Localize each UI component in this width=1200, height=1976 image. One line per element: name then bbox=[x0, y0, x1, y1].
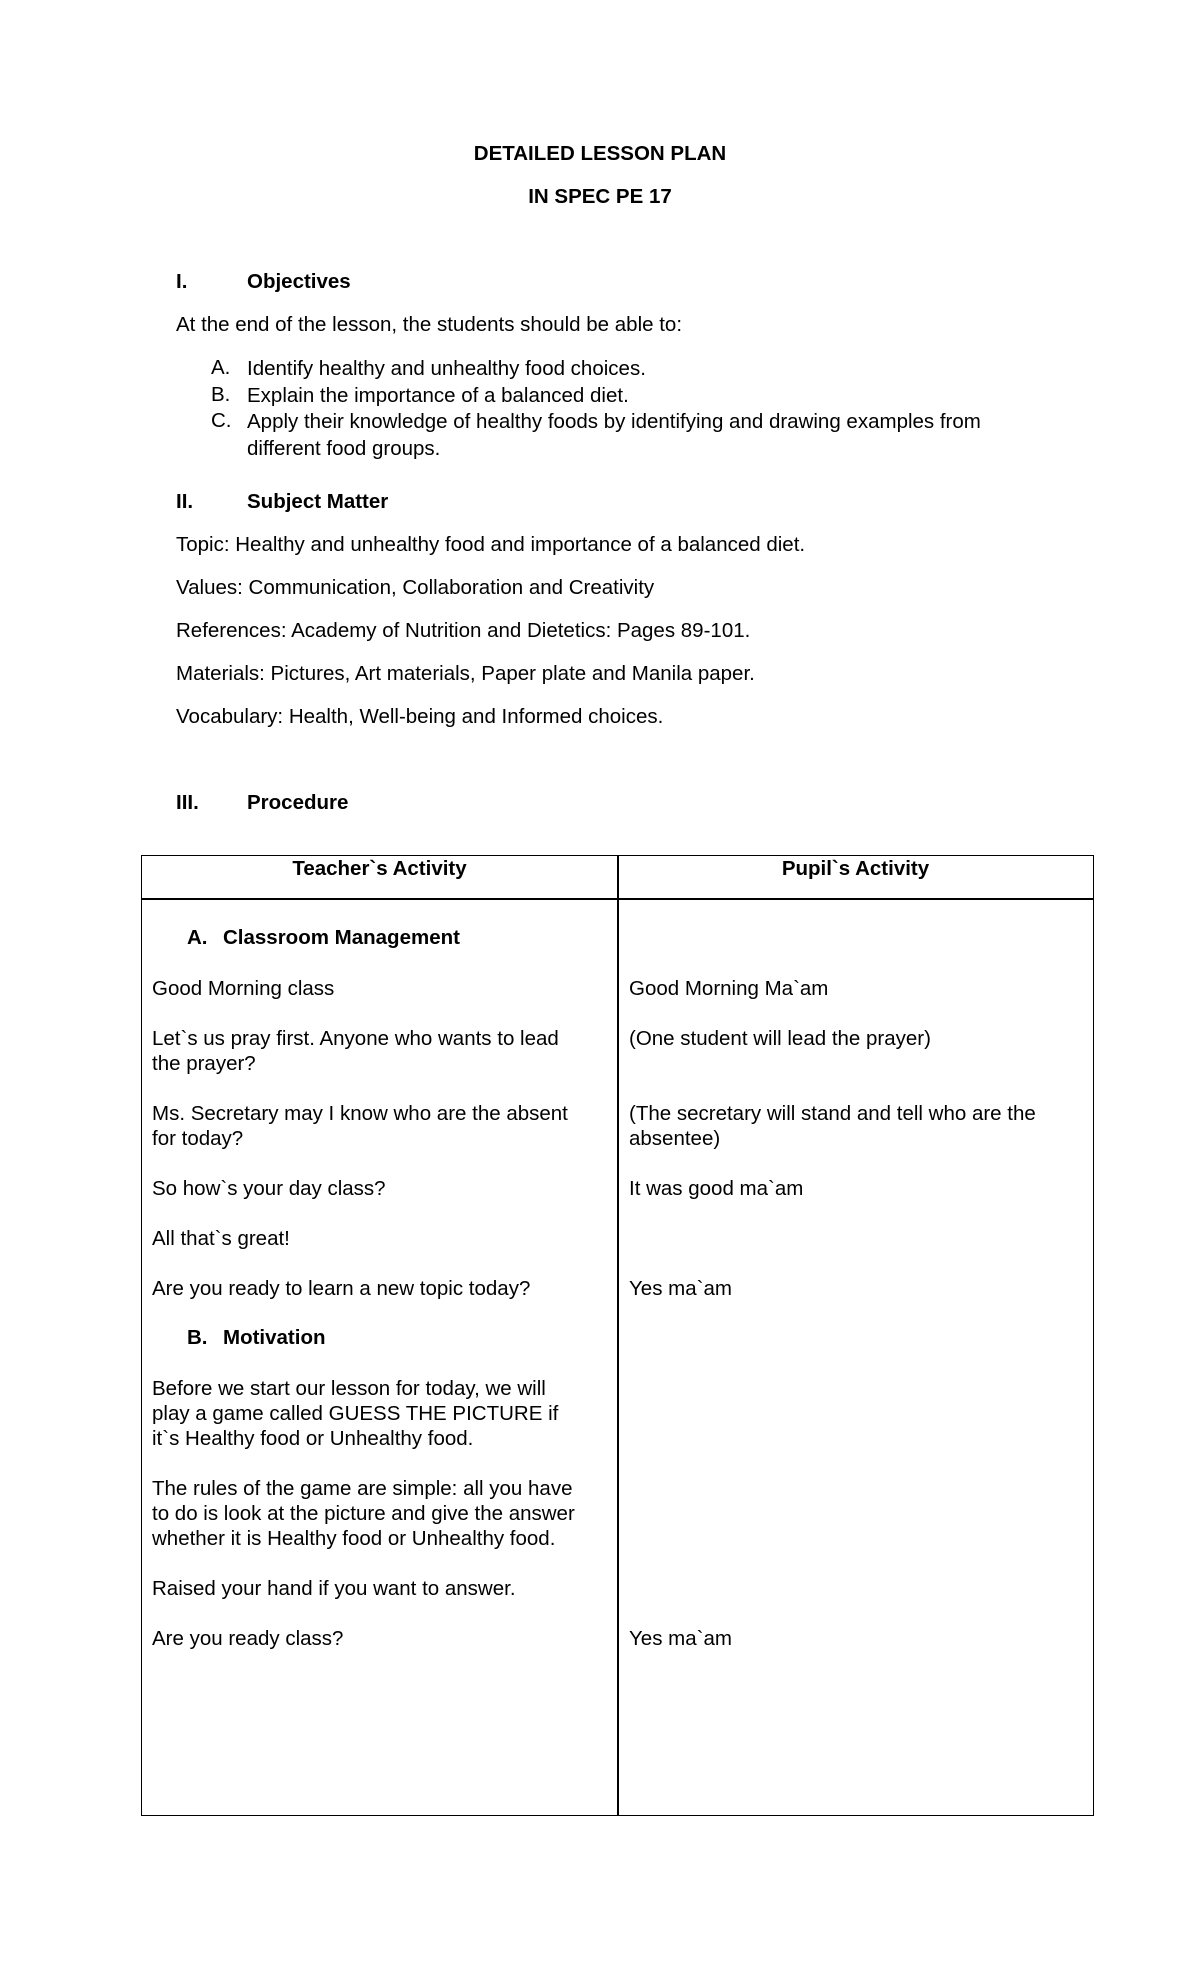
teacher-line-absent-2: for today? bbox=[152, 1127, 244, 1150]
pupil-line-day: It was good ma`am bbox=[629, 1177, 804, 1200]
teacher-line-rules-1: The rules of the game are simple: all you have bbox=[152, 1477, 573, 1500]
section-numeral-procedure: III. bbox=[176, 791, 199, 814]
pupil-line-ready-topic: Yes ma`am bbox=[629, 1277, 732, 1300]
section-a-title: Classroom Management bbox=[223, 926, 460, 949]
section-b-letter: B. bbox=[187, 1326, 208, 1349]
objective-letter-a: A. bbox=[211, 356, 231, 379]
pupil-line-prayer: (One student will lead the prayer) bbox=[629, 1027, 931, 1050]
teacher-line-ready-topic: Are you ready to learn a new topic today? bbox=[152, 1277, 531, 1300]
procedure-table bbox=[141, 855, 1094, 1816]
subject-values: Values: Communication, Collaboration and Creativity bbox=[176, 576, 655, 599]
teacher-activity-header-label: Teacher`s Activity bbox=[292, 857, 467, 880]
objective-text-c-line2: different food groups. bbox=[247, 437, 441, 460]
table-column-divider bbox=[617, 856, 619, 1815]
subject-topic: Topic: Healthy and unhealthy food and importance of a balanced diet. bbox=[176, 533, 806, 556]
section-heading-subject-matter: Subject Matter bbox=[247, 490, 389, 513]
pupil-line-ready-class: Yes ma`am bbox=[629, 1627, 732, 1650]
section-numeral-subject-matter: II. bbox=[176, 490, 194, 513]
teacher-line-game-1: Before we start our lesson for today, we will bbox=[152, 1377, 546, 1400]
teacher-line-game-3: it`s Healthy food or Unhealthy food. bbox=[152, 1427, 474, 1450]
teacher-line-ready-class: Are you ready class? bbox=[152, 1627, 344, 1650]
objective-text-c-line1: Apply their knowledge of healthy foods by identifying and drawing examples from bbox=[247, 410, 981, 433]
objective-letter-b: B. bbox=[211, 383, 231, 406]
teacher-line-prayer-2: the prayer? bbox=[152, 1052, 256, 1075]
teacher-activity-header bbox=[142, 856, 617, 898]
pupil-line-greeting: Good Morning Ma`am bbox=[629, 977, 829, 1000]
teacher-line-rules-2: to do is look at the picture and give the answer bbox=[152, 1502, 575, 1525]
subject-materials: Materials: Pictures, Art materials, Paper plate and Manila paper. bbox=[176, 662, 755, 685]
objective-text-a: Identify healthy and unhealthy food choices. bbox=[247, 357, 646, 380]
document-title: DETAILED LESSON PLAN bbox=[473, 142, 727, 165]
section-a-heading bbox=[187, 926, 460, 950]
pupil-activity-header bbox=[618, 856, 1093, 898]
teacher-line-day: So how`s your day class? bbox=[152, 1177, 386, 1200]
subject-vocabulary: Vocabulary: Health, Well-being and Informed choices. bbox=[176, 705, 664, 728]
table-header-divider bbox=[142, 898, 1093, 900]
teacher-line-prayer-1: Let`s us pray first. Anyone who wants to lead bbox=[152, 1027, 559, 1050]
section-heading-procedure: Procedure bbox=[247, 791, 349, 814]
objective-text-b: Explain the importance of a balanced diet. bbox=[247, 384, 629, 407]
objectives-intro: At the end of the lesson, the students should be able to: bbox=[176, 313, 683, 336]
section-b-title: Motivation bbox=[223, 1326, 326, 1349]
pupil-line-absentee-1: (The secretary will stand and tell who are the bbox=[629, 1102, 1036, 1125]
teacher-line-game-2: play a game called GUESS THE PICTURE if bbox=[152, 1402, 559, 1425]
subject-references: References: Academy of Nutrition and Dietetics: Pages 89-101. bbox=[176, 619, 751, 642]
section-b-heading bbox=[187, 1326, 326, 1350]
section-numeral-objectives: I. bbox=[176, 270, 188, 293]
document-subtitle: IN SPEC PE 17 bbox=[528, 185, 672, 208]
pupil-activity-header-label: Pupil`s Activity bbox=[781, 857, 930, 880]
objective-letter-c: C. bbox=[211, 409, 232, 432]
teacher-line-great: All that`s great! bbox=[152, 1227, 290, 1250]
section-a-letter: A. bbox=[187, 926, 208, 949]
teacher-line-rules-3: whether it is Healthy food or Unhealthy food. bbox=[152, 1527, 556, 1550]
section-heading-objectives: Objectives bbox=[247, 270, 351, 293]
teacher-line-absent-1: Ms. Secretary may I know who are the absent bbox=[152, 1102, 568, 1125]
pupil-line-absentee-2: absentee) bbox=[629, 1127, 721, 1150]
teacher-line-greeting: Good Morning class bbox=[152, 977, 335, 1000]
teacher-line-raise-hand: Raised your hand if you want to answer. bbox=[152, 1577, 516, 1600]
